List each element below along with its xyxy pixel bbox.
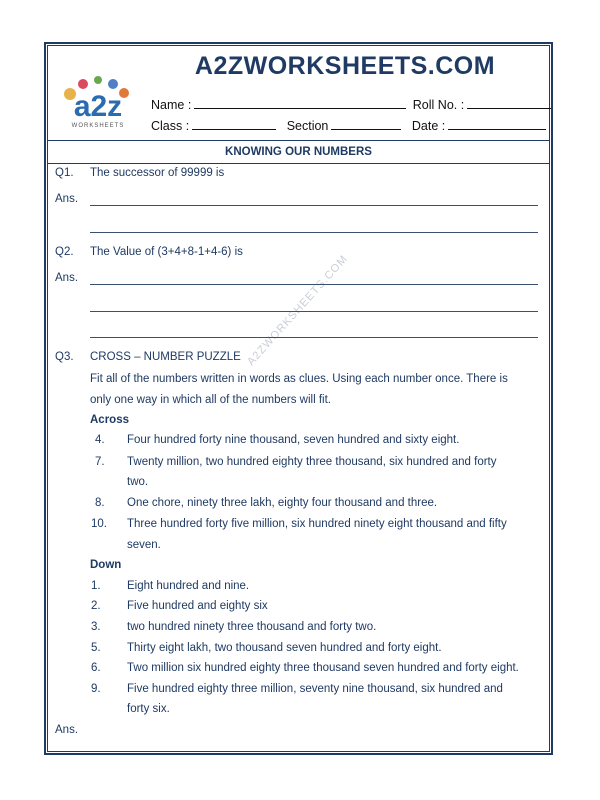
q1-answer-line-2[interactable] — [90, 232, 538, 233]
a2z-logo — [58, 74, 138, 130]
q2-number: Q2. — [55, 246, 74, 258]
across-clue-text-cont: seven. — [127, 539, 161, 551]
q2-ans-label: Ans. — [55, 272, 79, 284]
q1-ans-label: Ans. — [55, 193, 79, 205]
name-label: Name : — [151, 98, 192, 112]
name-row — [151, 97, 554, 112]
down-clue-text: Five hundred eighty three million, seventy nine thousand, six hundred and — [127, 683, 503, 695]
q3-number: Q3. — [55, 351, 74, 363]
q3-intro-line-1: Fit all of the numbers written in words as clues. Using each number once. There is — [90, 373, 508, 385]
q1-answer-line-1[interactable] — [90, 205, 538, 206]
across-clue-number: 8. — [95, 497, 105, 509]
roll-field[interactable] — [467, 97, 551, 109]
date-field[interactable] — [448, 118, 546, 130]
q2-answer-line-2[interactable] — [90, 311, 538, 312]
q2-answer-line-3[interactable] — [90, 337, 538, 338]
across-clue-number: 10. — [91, 518, 107, 530]
title-divider — [47, 163, 550, 164]
date-label: Date : — [411, 119, 446, 133]
q3-heading: CROSS – NUMBER PUZZLE — [90, 351, 241, 363]
down-clue-text: Thirty eight lakh, two thousand seven hundred and forty eight. — [127, 642, 442, 654]
q2-answer-line-1[interactable] — [90, 284, 538, 285]
down-heading: Down — [90, 559, 122, 571]
class-field[interactable] — [192, 118, 276, 130]
down-clue-text: Five hundred and eighty six — [127, 600, 268, 612]
down-clue-text: two hundred ninety three thousand and forty two. — [127, 621, 377, 633]
section-label: Section — [286, 119, 329, 133]
down-clue-text: Two million six hundred eighty three thousand seven hundred and forty eight. — [127, 662, 519, 674]
logo-text: a2z — [73, 90, 123, 123]
down-clue-number: 2. — [91, 600, 101, 612]
down-clue-number: 1. — [91, 580, 101, 592]
section-field[interactable] — [331, 118, 401, 130]
across-clue-text: Three hundred forty five million, six hundred ninety eight thousand and fifty — [127, 518, 507, 530]
q2-text: The Value of (3+4+8-1+4-6) is — [90, 246, 243, 258]
across-clue-text: Four hundred forty nine thousand, seven hundred and sixty eight. — [127, 434, 460, 446]
header-divider — [47, 140, 550, 141]
across-heading: Across — [90, 414, 129, 426]
site-title: A2ZWORKSHEETS.COM — [194, 52, 496, 80]
q1-text: The successor of 99999 is — [90, 167, 225, 179]
down-clue-text: Eight hundred and nine. — [127, 580, 250, 592]
down-clue-number: 5. — [91, 642, 101, 654]
across-clue-number: 4. — [95, 434, 105, 446]
across-clue-text: One chore, ninety three lakh, eighty four thousand and three. — [127, 497, 438, 509]
down-clue-text-cont: forty six. — [127, 703, 170, 715]
worksheet-title: KNOWING OUR NUMBERS — [225, 146, 372, 158]
down-clue-number: 6. — [91, 662, 101, 674]
class-label: Class : — [151, 119, 190, 133]
down-clue-number: 3. — [91, 621, 101, 633]
logo-subtext: WORKSHEETS — [71, 123, 125, 129]
q1-number: Q1. — [55, 167, 74, 179]
name-field[interactable] — [194, 97, 406, 109]
q3-ans-label: Ans. — [55, 724, 79, 736]
class-row — [151, 118, 549, 133]
across-clue-text: Twenty million, two hundred eighty three thousand, six hundred and forty — [127, 456, 497, 468]
roll-label: Roll No. : — [412, 98, 465, 112]
across-clue-number: 7. — [95, 456, 105, 468]
watermark: A2ZWORKSHEETS.COM — [245, 252, 351, 369]
down-clue-number: 9. — [91, 683, 101, 695]
q3-intro-line-2: only one way in which all of the numbers will fit. — [90, 394, 331, 406]
across-clue-text-cont: two. — [127, 476, 149, 488]
